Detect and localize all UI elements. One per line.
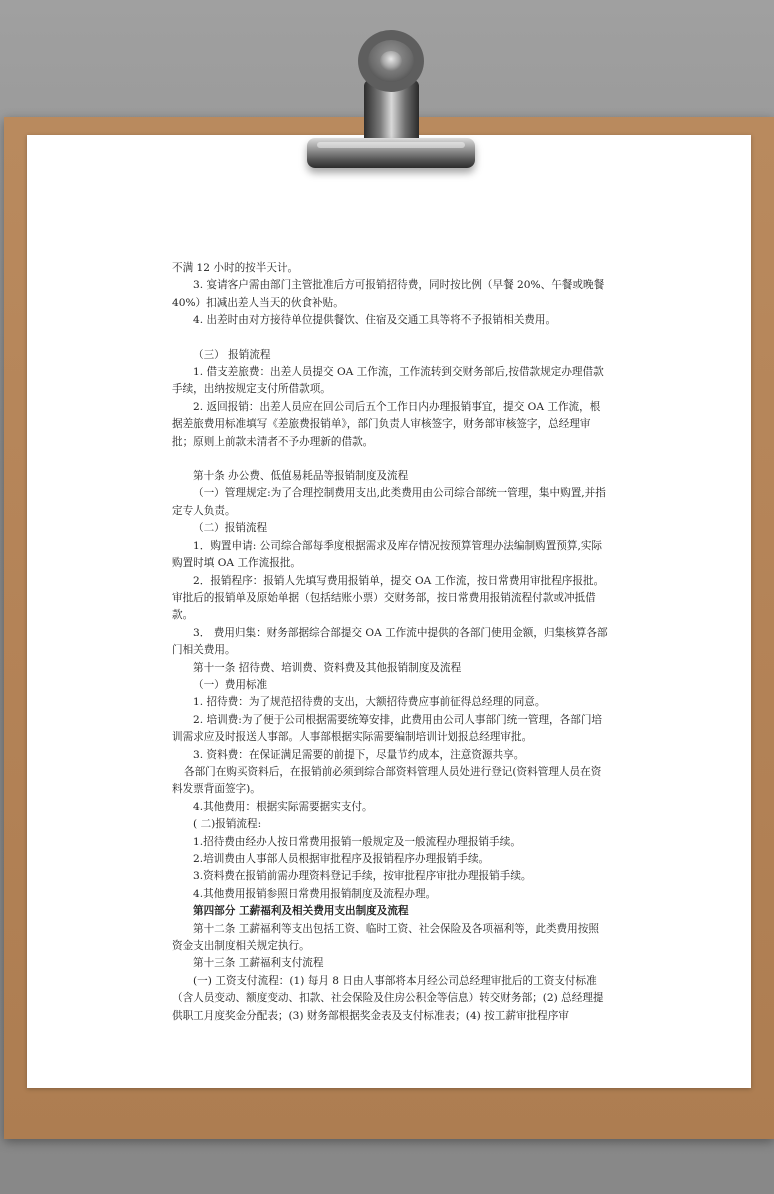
binder-clip-ring <box>358 30 424 92</box>
text-line: 各部门在购买资料后，在报销前必须到综合部资料管理人员处进行登记(资料管理人员在资料发票背面签字)。 <box>172 765 602 796</box>
section-heading: ( 二)报销流程: <box>193 818 262 831</box>
text-line: 2. 返回报销：出差人员应在回公司后五个工作日内办理报销事宜，提交 OA 工作流，根据差旅费用标准填写《差旅费报销单》，部门负责人审核签字，财务部审核签字，总经理审批；原则上前款未清者不予办理新的借款。 <box>172 400 601 448</box>
section-heading: （二）报销流程 <box>193 522 268 535</box>
article-heading: 第十一条 招待费、培训费、资料费及其他报销制度及流程 <box>193 661 462 674</box>
section-heading: （三） 报销流程 <box>193 348 271 361</box>
section-heading: （一）费用标准 <box>193 678 268 691</box>
text-line: 1. 借支差旅费：出差人员提交 OA 工作流，工作流转到交财务部后,按借款规定办理借款手续，出纳按规定支付所借款项。 <box>172 366 604 396</box>
article-heading: 第十条 办公费、低值易耗品等报销制度及流程 <box>193 470 409 483</box>
text-line: 1.招待费由经办人按日常费用报销一般规定及一般流程办理报销手续。 <box>193 835 521 848</box>
text-line: 3. 宴请客户需由部门主管批准后方可报销招待费，同时按比例（早餐 20%、午餐或晚餐 40%）扣减出差人当天的伙食补贴。 <box>172 279 605 309</box>
text-line: 2．报销程序：报销人先填写费用报销单，提交 OA 工作流，按日常费用审批程序报批。审批后的报销单及原始单据（包括结账小票）交财务部，按日常费用报销流程付款或冲抵借款。 <box>172 574 605 622</box>
text-line: 第十二条 工薪福利等支出包括工资、临时工资、社会保险及各项福利等，此类费用按照资金支出制度相关规定执行。 <box>172 922 599 953</box>
text-line: 4.其他费用报销参照日常费用报销制度及流程办理。 <box>193 887 437 900</box>
text-line: 1. 招待费：为了规范招待费的支出，大额招待费应事前征得总经理的同意。 <box>193 696 546 709</box>
text-line: 2. 培训费:为了便于公司根据需要统筹安排，此费用由公司人事部门统一管理，各部门培训需求应及时报送人事部。人事部根据实际需要编制培训计划报总经理审批。 <box>172 713 603 744</box>
text-line: （一）管理规定:为了合理控制费用支出,此类费用由公司综合部统一管理，集中购置,并指定专人负责。 <box>172 487 606 517</box>
binder-clip-icon <box>307 138 475 168</box>
text-line: (一) 工资支付流程：(1) 每月 8 日由人事部将本月经公司总经理审批后的工资支付标准（含人员变动、额度变动、扣款、社会保险及住房公积金等信息）转交财务部；(2) 总经理提供职工月度奖金分配表；(3) 财务部根据奖金表及支付标准表；(4) 按工薪审批程序审 <box>172 974 604 1022</box>
text-line: 4. 出差时由对方接待单位提供餐饮、住宿及交通工具等将不予报销相关费用。 <box>193 314 557 327</box>
text-line: 不满 12 小时的按半天计。 <box>172 262 299 274</box>
text-line: 2.培训费由人事部人员根据审批程序及报销程序办理报销手续。 <box>193 853 490 865</box>
text-line: 3.资料费在报销前需办理资料登记手续，按审批程序审批办理报销手续。 <box>193 870 532 883</box>
text-line: 1．购置申请: 公司综合部每季度根据需求及库存情况按预算管理办法编制购置预算,实际购置时填 OA 工作流报批。 <box>172 539 603 570</box>
text-line: 4.其他费用：根据实际需要据实支付。 <box>193 800 373 813</box>
article-heading: 第十三条 工薪福利支付流程 <box>193 957 324 970</box>
document-body <box>172 260 608 1025</box>
text-line: 3. 资料费：在保证满足需要的前提下，尽量节约成本，注意资源共享。 <box>193 748 525 761</box>
text-line: 3． 费用归集：财务部据综合部提交 OA 工作流中提供的各部门使用金额，归集核算各部门相关费用。 <box>172 626 608 657</box>
part-heading: 第四部分 工薪福利及相关费用支出制度及流程 <box>193 905 409 918</box>
